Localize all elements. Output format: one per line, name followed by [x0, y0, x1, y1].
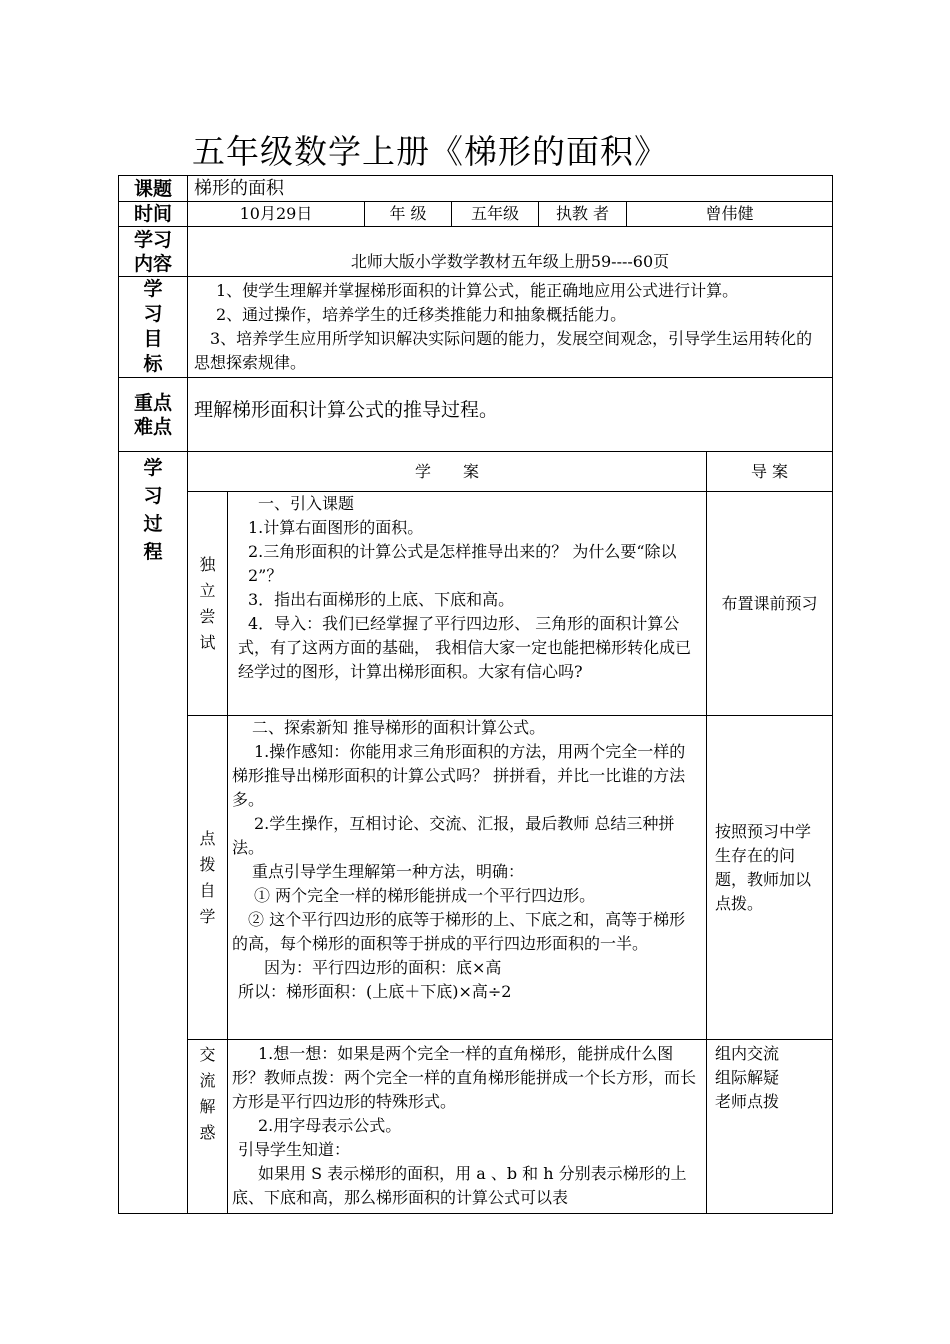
focus-label [119, 378, 188, 452]
process-label-char: 习 [143, 485, 163, 507]
focus-label-line2: 难点 [133, 415, 172, 438]
stage-char: 尝 [199, 606, 216, 626]
goals-label [119, 277, 188, 378]
teacher-label: 执教 者 [539, 202, 627, 227]
study-line: ① 两个完全一样的梯形能拼成一个平行四边形。 [254, 886, 596, 905]
guide-line: 组内交流 [715, 1044, 780, 1063]
study-line: 2.学生操作，互相讨论、交流、汇报，最后教师 总结三种拼法。 [232, 814, 675, 857]
content-value: 北师大版小学数学教材五年级上册59----60页 [188, 227, 833, 277]
study-line: 因为：平行四边形的面积：底×高 [264, 958, 502, 977]
process-label-char: 过 [143, 513, 163, 535]
study-line: 引导学生知道： [238, 1140, 351, 1159]
stage-content-independent [228, 492, 707, 716]
stage-name-independent [188, 492, 228, 716]
goal-item: 3、培养学生应用所学知识解决实际问题的能力，发展空间观念，引导学生运用转化的思想探索规律。 [194, 329, 813, 372]
study-line: 一、引入课题 [258, 494, 355, 513]
study-column-header: 学 案 [188, 452, 707, 492]
teacher-value: 曾伟健 [627, 202, 833, 227]
focus-label-line1: 重点 [133, 391, 172, 414]
content-label-line1: 学习 [133, 228, 172, 251]
stage-char: 立 [199, 580, 216, 600]
stage-char: 解 [199, 1097, 216, 1116]
goals-label-char: 学 [143, 278, 163, 300]
study-line: 2.用字母表示公式。 [258, 1116, 402, 1135]
goals-content [188, 277, 833, 378]
study-line: 4．导入：我们已经掌握了平行四边形、 三角形的面积计算公式，有了这两方面的基础， 我相信大家一定也能把梯形转化成已经学过的图形，计算出梯形面积。大家有信心吗? [238, 614, 692, 681]
content-label-line2: 内容 [133, 252, 172, 275]
focus-value: 理解梯形面积计算公式的推导过程。 [188, 378, 833, 452]
guide-guided: 按照预习中学生存在的问题，教师加以点拨。 [707, 716, 833, 1040]
study-line: 1.操作感知：你能用求三角形面积的方法，用两个完全一样的梯形推导出梯形面积的计算公式吗？ 拼拼看，并比一比谁的方法多。 [232, 742, 686, 809]
study-line: 重点引导学生理解第一种方法，明确： [252, 862, 525, 881]
study-line: 1.计算右面图形的面积。 [248, 518, 424, 537]
guide-line: 组际解疑 [715, 1068, 780, 1087]
content-label [119, 227, 188, 277]
goals-label-char: 习 [143, 303, 163, 325]
stage-char: 拨 [199, 854, 216, 874]
stage-char: 流 [199, 1071, 216, 1090]
topic-value: 梯形的面积 [188, 176, 833, 202]
stage-char: 惑 [199, 1123, 216, 1142]
stage-content-exchange [228, 1040, 707, 1214]
study-line: 1.想一想：如果是两个完全一样的直角梯形，能拼成什么图形？教师点拨：两个完全一样的直角梯形能拼成一个长方形，而长方形是平行四边形的特殊形式。 [232, 1044, 697, 1111]
stage-char: 交 [199, 1045, 216, 1064]
goal-item: 1、使学生理解并掌握梯形面积的计算公式，能正确地应用公式进行计算。 [216, 281, 739, 300]
lesson-plan-table [118, 175, 833, 1214]
study-line: 如果用 S 表示梯形的面积，用 a 、b 和 h 分别表示梯形的上底、下底和高，那么梯形面积的计算公式可以表 [232, 1164, 687, 1207]
grade-label: 年 级 [365, 202, 452, 227]
stage-char: 试 [199, 632, 216, 652]
study-line: ② 这个平行四边形的底等于梯形的上、下底之和，高等于梯形的高，每个梯形的面积等于拼成的平行四边形面积的一半。 [232, 910, 686, 953]
process-label-char: 学 [143, 457, 163, 479]
study-line: 3．指出右面梯形的上底、下底和高。 [248, 590, 515, 609]
process-label [119, 452, 188, 1214]
stage-char: 点 [199, 828, 216, 848]
guide-line: 老师点拨 [715, 1092, 780, 1111]
stage-char: 学 [199, 906, 216, 926]
grade-value: 五年级 [452, 202, 539, 227]
stage-name-guided [188, 716, 228, 1040]
goals-label-char: 标 [143, 353, 163, 375]
guide-exchange [707, 1040, 833, 1214]
stage-char: 独 [199, 554, 216, 574]
document-title: 五年级数学上册《梯形的面积》 [192, 132, 668, 171]
goals-label-char: 目 [143, 328, 163, 350]
time-label: 时间 [119, 202, 188, 227]
guide-independent: 布置课前预习 [707, 492, 833, 716]
study-line: 二、探索新知 推导梯形的面积计算公式。 [252, 718, 546, 737]
stage-content-guided [228, 716, 707, 1040]
date-value: 10月29日 [188, 202, 365, 227]
study-line: 所以：梯形面积：(上底＋下底)×高÷2 [238, 982, 512, 1001]
study-line: 2.三角形面积的计算公式是怎样推导出来的？ 为什么要“除以2”？ [248, 542, 677, 585]
stage-char: 自 [199, 880, 216, 900]
topic-label: 课题 [119, 176, 188, 202]
guide-column-header: 导 案 [707, 452, 833, 492]
process-label-char: 程 [143, 541, 163, 563]
stage-name-exchange [188, 1040, 228, 1214]
goal-item: 2、通过操作，培养学生的迁移类推能力和抽象概括能力。 [216, 305, 627, 324]
